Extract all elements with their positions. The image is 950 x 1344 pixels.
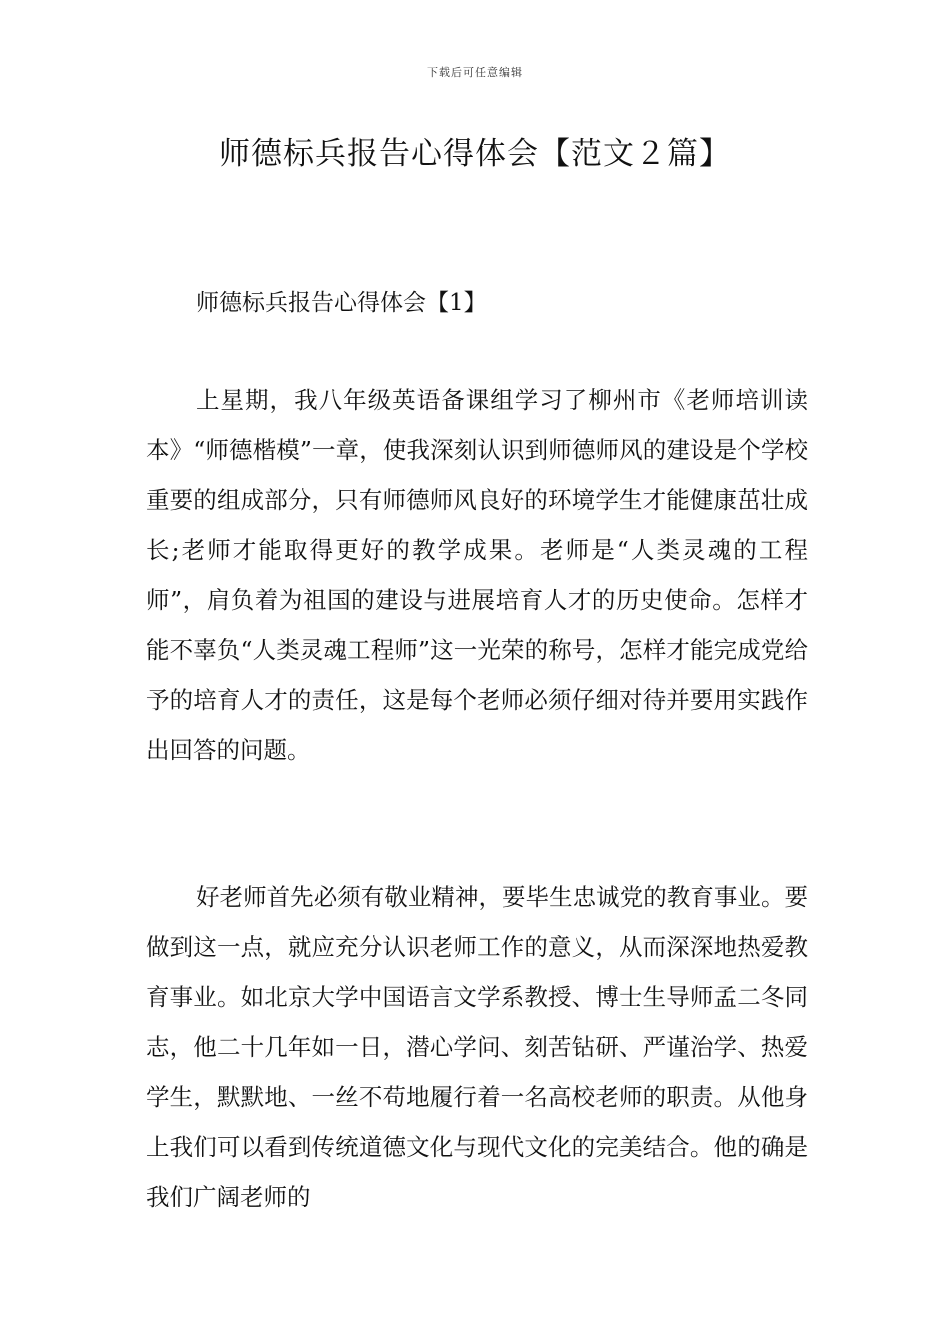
document-title: 师德标兵报告心得体会【范文２篇】 xyxy=(219,136,731,172)
body-paragraph-1: 上星期，我八年级英语备课组学习了柳州市《老师培训读本》“师德楷模”一章，使我深刻认识到师德师风的建设是个学校重要的组成部分，只有师德师风良好的环境学生才能健康茁壮成长;老师才能取得更好的教学成果。老师是“人类灵魂的工程师”，肩负着为祖国的建设与进展培育人才的历史使命。怎样才能不辜负“人类灵魂工程师”这一光荣的称号，怎样才能完成党给予的培育人才的责任，这是每个老师必须仔细对待并要用实践作出回答的问题。 xyxy=(146,386,808,764)
section-heading: 师德标兵报告心得体会【1】 xyxy=(196,290,487,316)
body-paragraph-2: 好老师首先必须有敬业精神，要毕生忠诚党的教育事业。要做到这一点，就应充分认识老师工作的意义，从而深深地热爱教育事业。如北京大学中国语言文学系教授、博士生导师孟二冬同志，他二十几年如一日，潜心学问、刻苦钻研、严谨治学、热爱学生，默默地、一丝不苟地履行着一名高校老师的职责。从他身上我们可以看到传统道德文化与现代文化的完美结合。他的确是我们广阔老师的 xyxy=(146,883,808,1211)
page-header-note: 下载后可任意编辑 xyxy=(427,66,523,79)
